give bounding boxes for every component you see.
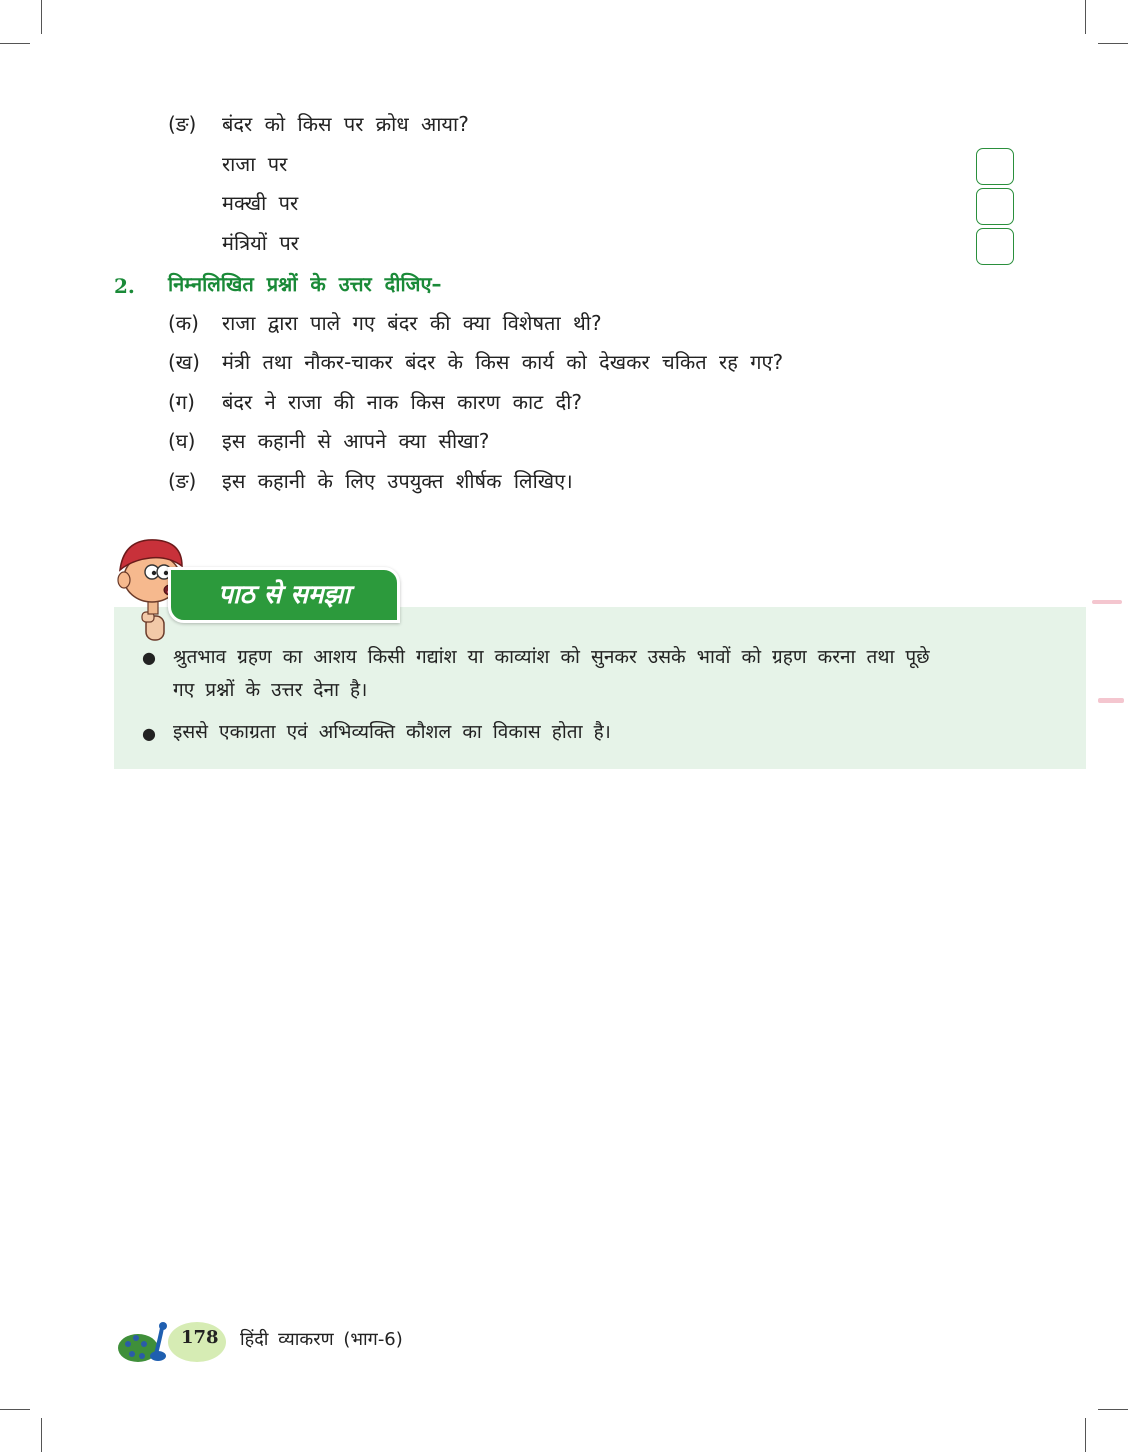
question-label: (ख) (168, 350, 200, 374)
crop-mark (1085, 0, 1086, 34)
summary-bullet-1-line-1: श्रुतभाव ग्रहण का आशय किसी गद्यांश या काव्यांश को सुनकर उसके भावों को ग्रहण करना तथा पूछे (173, 646, 930, 668)
question-text: मंत्री तथा नौकर-चाकर बंदर के किस कार्य को देखकर चकित रह गए? (222, 350, 784, 374)
answer-checkbox-3[interactable] (976, 228, 1014, 265)
question-text: इस कहानी के लिए उपयुक्त शीर्षक लिखिए। (222, 469, 573, 493)
summary-bullet-1-line-2: गए प्रश्नों के उत्तर देना है। (173, 679, 368, 701)
summary-title-tab: पाठ से समझा (168, 567, 400, 623)
decorative-streak (1098, 698, 1124, 703)
question-label: (ङ) (168, 112, 197, 136)
question-text: बंदर ने राजा की नाक किस कारण काट दी? (222, 390, 583, 414)
question-2a (168, 309, 602, 337)
answer-checkbox-2[interactable] (976, 188, 1014, 225)
question-1e (168, 110, 469, 138)
option-1: राजा पर (222, 152, 288, 176)
section-heading: निम्नलिखित प्रश्नों के उत्तर दीजिए– (168, 272, 442, 296)
question-text: राजा द्वारा पाले गए बंदर की क्या विशेषता थी? (222, 311, 602, 335)
crop-mark (1098, 1409, 1128, 1410)
crop-mark (1098, 43, 1128, 44)
decorative-streak (1092, 600, 1122, 604)
option-2: मक्खी पर (222, 191, 299, 215)
question-text: इस कहानी से आपने क्या सीखा? (222, 429, 490, 453)
section-number: 2. (114, 274, 135, 298)
question-2e (168, 467, 573, 495)
question-2d (168, 427, 489, 455)
crop-mark (41, 1418, 42, 1452)
answer-checkbox-1[interactable] (976, 148, 1014, 185)
crop-mark (0, 43, 30, 44)
question-label: (ग) (168, 390, 195, 414)
question-label: (क) (168, 311, 199, 335)
question-label: (ङ) (168, 469, 197, 493)
crop-mark (41, 0, 42, 34)
summary-bullet-2: इससे एकाग्रता एवं अभिव्यक्ति कौशल का विकास होता है। (173, 721, 611, 743)
question-2c (168, 388, 582, 416)
crop-mark (1085, 1418, 1086, 1452)
page-number: 178 (181, 1327, 219, 1348)
bullet-icon: ● (142, 724, 156, 743)
question-2b (168, 348, 783, 376)
question-label: (घ) (168, 429, 196, 453)
question-text: बंदर को किस पर क्रोध आया? (222, 112, 469, 136)
bullet-icon: ● (142, 648, 156, 667)
crop-mark (0, 1409, 30, 1410)
option-3: मंत्रियों पर (222, 231, 299, 255)
book-title: हिंदी व्याकरण (भाग-6) (240, 1329, 403, 1350)
